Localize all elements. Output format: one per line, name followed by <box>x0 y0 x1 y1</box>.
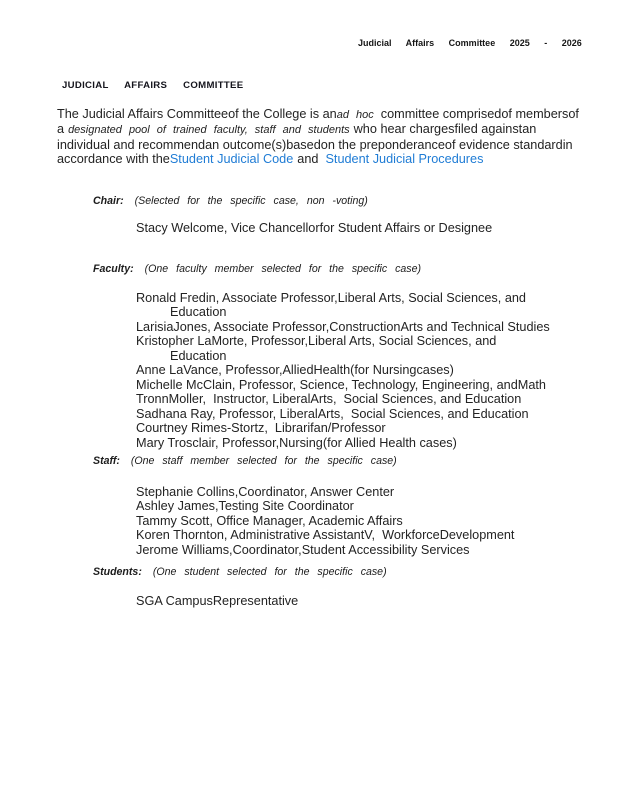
faculty-section-label <box>93 263 421 275</box>
member-row: Sadhana Ray, Professor, LiberalArts, Social Sciences, and Education <box>136 406 529 421</box>
chair-label: Chair: <box>93 195 124 207</box>
intro-text: and <box>297 152 319 167</box>
faculty-note: (One faculty member selected for the specific case) <box>144 263 422 275</box>
member-row: Jerome Williams,Coordinator,Student Accessibility Services <box>136 542 470 557</box>
intro-text: committee comprisedof membersof <box>380 107 579 121</box>
member-row: LarisiaJones, Associate Professor,ConstructionArts and Technical Studies <box>136 319 550 334</box>
member-row: Michelle McClain, Professor, Science, Technology, Engineering, andMath <box>136 377 546 392</box>
member-row: Anne LaVance, Professor,AlliedHealth(for Nursingcases) <box>136 363 454 378</box>
running-header: Judicial Affairs Committee 2025 - 2026 <box>358 38 582 48</box>
intro-line-1 <box>57 107 579 122</box>
link-student-judicial-code[interactable]: Student Judicial Code <box>169 152 294 167</box>
staff-label: Staff: <box>93 455 120 467</box>
students-section-label <box>93 566 387 578</box>
document-title: JUDICIAL AFFAIRS COMMITTEE <box>62 80 244 91</box>
intro-text: accordance with the <box>57 152 170 167</box>
students-members <box>136 594 298 608</box>
member-text-continuation: Education <box>170 348 227 363</box>
intro-line-4 <box>57 152 569 166</box>
member-text: Kristopher LaMorte, Professor,Liberal Arts, Social Sciences, and <box>136 334 497 349</box>
member-row: Stacy Welcome, Vice Chancellorfor Student Affairs or Designee <box>136 221 493 235</box>
member-row: Mary Trosclair, Professor,Nursing(for Allied Health cases) <box>136 435 457 450</box>
member-row: Tammy Scott, Office Manager, Academic Affairs <box>136 513 403 528</box>
member-row: Courtney Rimes-Stortz, Librarifan/Professor <box>136 421 386 436</box>
member-text-continuation: Education <box>170 305 227 320</box>
member-row: Ashley James,Testing Site Coordinator <box>136 499 354 514</box>
member-row <box>136 291 550 320</box>
member-row: Koren Thornton, Administrative AssistantV, WorkforceDevelopment <box>136 528 515 543</box>
intro-paragraph <box>57 107 579 167</box>
intro-text: a <box>57 122 65 137</box>
member-row: TronnMoller, Instructor, LiberalArts, Social Sciences, and Education <box>136 392 522 407</box>
intro-line-2 <box>57 122 569 137</box>
intro-italic-ad-hoc: ad hoc <box>336 109 374 121</box>
member-text: Ronald Fredin, Associate Professor,Liberal Arts, Social Sciences, and <box>136 291 526 305</box>
member-row: SGA CampusRepresentative <box>136 594 299 608</box>
staff-section-label <box>93 455 397 467</box>
intro-text: The Judicial Affairs Committeeof the College is an <box>57 107 337 121</box>
intro-text: individual and recommendan outcome(s)basedon the preponderanceof evidence standardin <box>57 137 573 152</box>
member-row <box>136 334 550 363</box>
chair-section-label <box>93 195 368 207</box>
chair-note: (Selected for the specific case, non -voting) <box>134 195 368 207</box>
faculty-members <box>136 291 550 450</box>
intro-line-3 <box>57 137 573 152</box>
students-note: (One student selected for the specific case) <box>152 566 387 578</box>
link-student-judicial-procedures[interactable]: Student Judicial Procedures <box>325 152 484 167</box>
intro-text: who hear chargesfiled againstan <box>353 122 537 137</box>
member-row: Stephanie Collins,Coordinator, Answer Center <box>136 485 395 499</box>
students-label: Students: <box>93 566 142 578</box>
intro-italic-pool: designated pool of trained faculty, staff and students <box>68 124 350 137</box>
chair-members <box>136 221 492 235</box>
staff-members <box>136 485 514 557</box>
faculty-label: Faculty: <box>93 263 134 275</box>
staff-note: (One staff member selected for the specific case) <box>130 455 397 467</box>
